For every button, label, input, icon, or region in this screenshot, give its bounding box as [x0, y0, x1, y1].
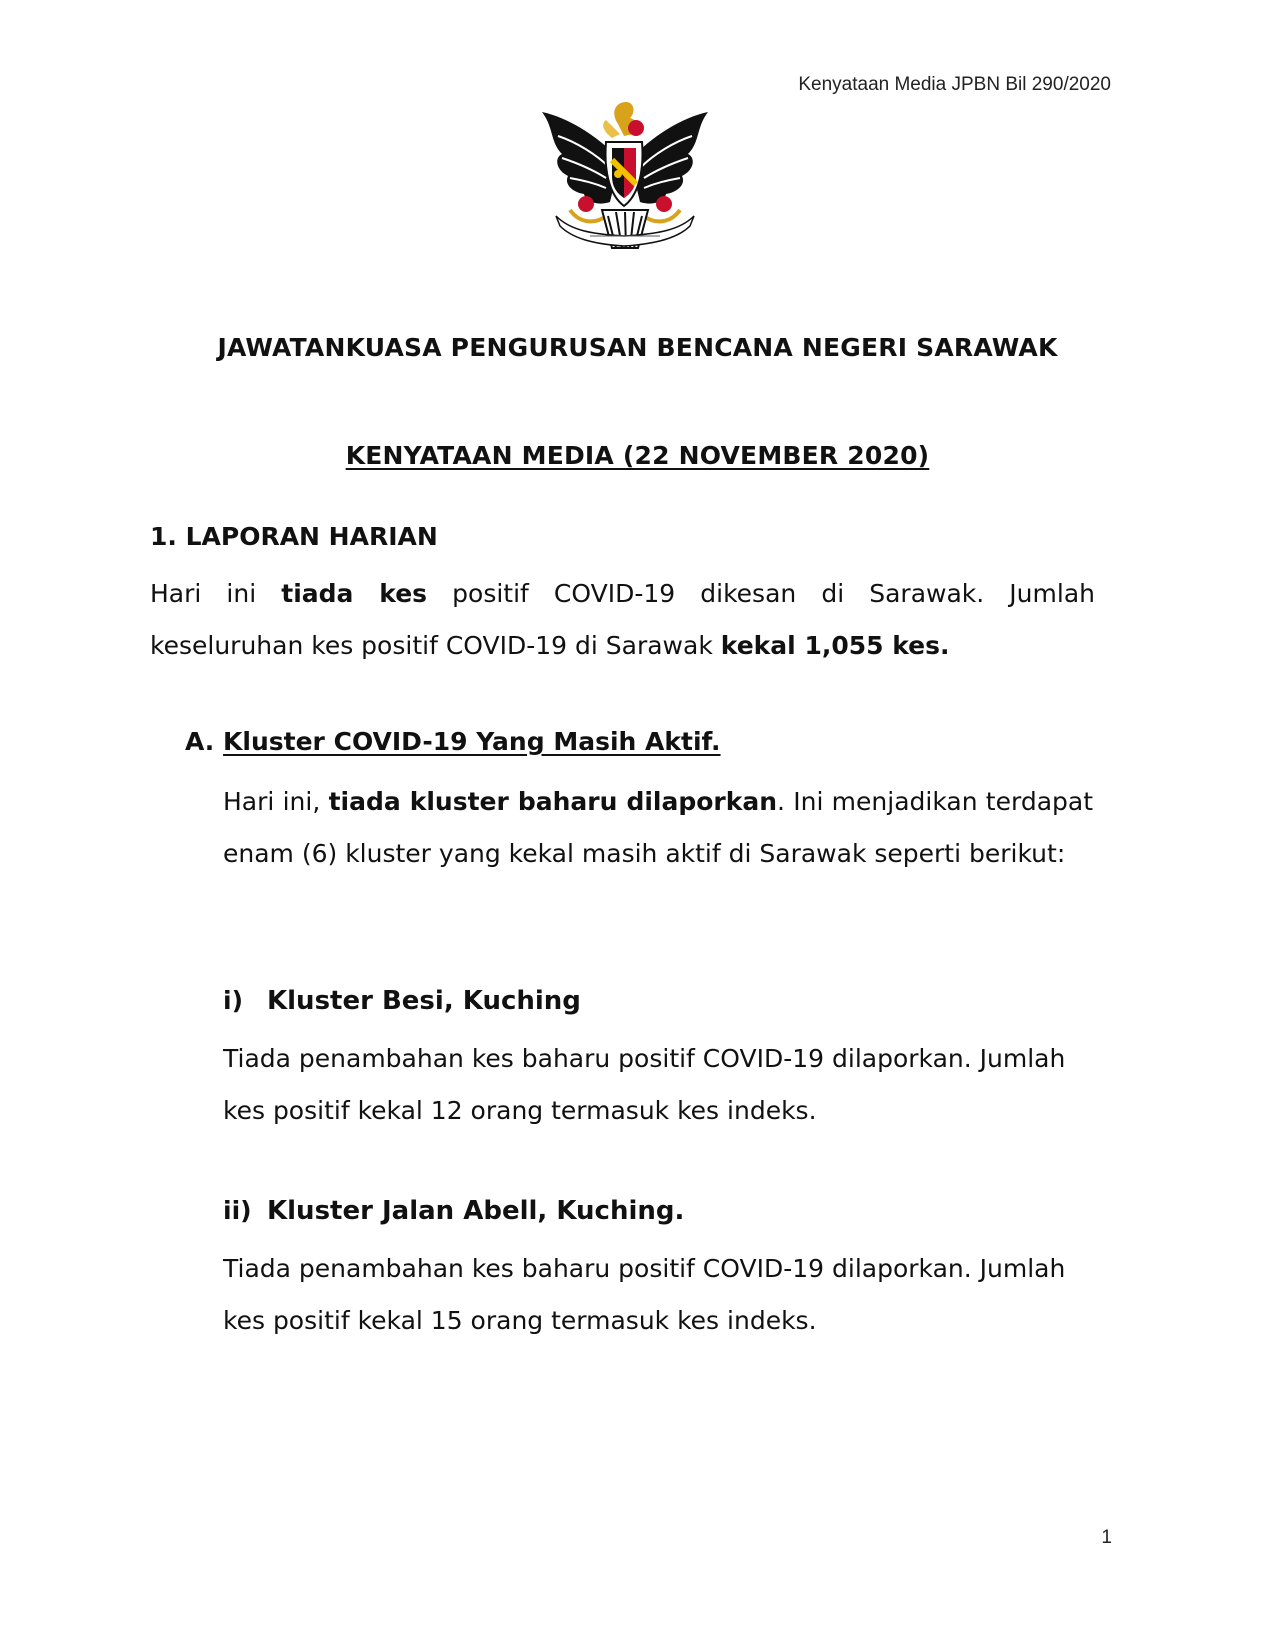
text-run: Hari ini,	[223, 787, 329, 816]
cluster-number: ii)	[223, 1196, 252, 1225]
cluster-description: Tiada penambahan kes baharu positif COVID-19 dilaporkan. Jumlah kes positif kekal 15 orang termasuk kes indeks.	[223, 1254, 1066, 1335]
organization-title: JAWATANKUASA PENGURUSAN BENCANA NEGERI SARAWAK	[217, 333, 1058, 362]
subsection-letter: A.	[185, 727, 215, 756]
text-run: Hari ini	[150, 579, 282, 608]
text-run: positif COVID-19 dikesan di Sarawak. Jumlah keseluruhan kes positif COVID-19 di Sarawak	[150, 579, 1095, 660]
daily-report-paragraph	[150, 568, 1095, 672]
bold-run: tiada kes	[281, 579, 428, 608]
subsection-heading-active-clusters	[185, 727, 721, 756]
text-run: . Ini menjadikan terdapat enam (6) kluster yang kekal masih aktif di Sarawak seperti berikut:	[223, 787, 1094, 868]
bold-run: kekal 1,055 kes.	[720, 631, 950, 660]
subsection-title: Kluster COVID-19 Yang Masih Aktif.	[223, 727, 721, 756]
cluster-name: Kluster Besi, Kuching	[267, 986, 581, 1016]
sarawak-coat-of-arms-icon	[540, 98, 710, 270]
media-statement-title: KENYATAAN MEDIA (22 NOVEMBER 2020)	[345, 441, 930, 470]
cluster-description: Tiada penambahan kes baharu positif COVID-19 dilaporkan. Jumlah kes positif kekal 12 orang termasuk kes indeks.	[223, 1044, 1066, 1125]
document-reference: Kenyataan Media JPBN Bil 290/2020	[798, 74, 1111, 95]
cluster-heading	[223, 986, 581, 1016]
cluster-name: Kluster Jalan Abell, Kuching.	[267, 1196, 685, 1226]
active-clusters-paragraph	[223, 776, 1093, 880]
page-number: 1	[1101, 1527, 1112, 1548]
section-heading-daily-report: 1. LAPORAN HARIAN	[150, 522, 438, 551]
cluster-number: i)	[223, 986, 243, 1015]
bold-run: tiada kluster baharu dilaporkan	[328, 787, 778, 816]
cluster-heading	[223, 1196, 684, 1226]
